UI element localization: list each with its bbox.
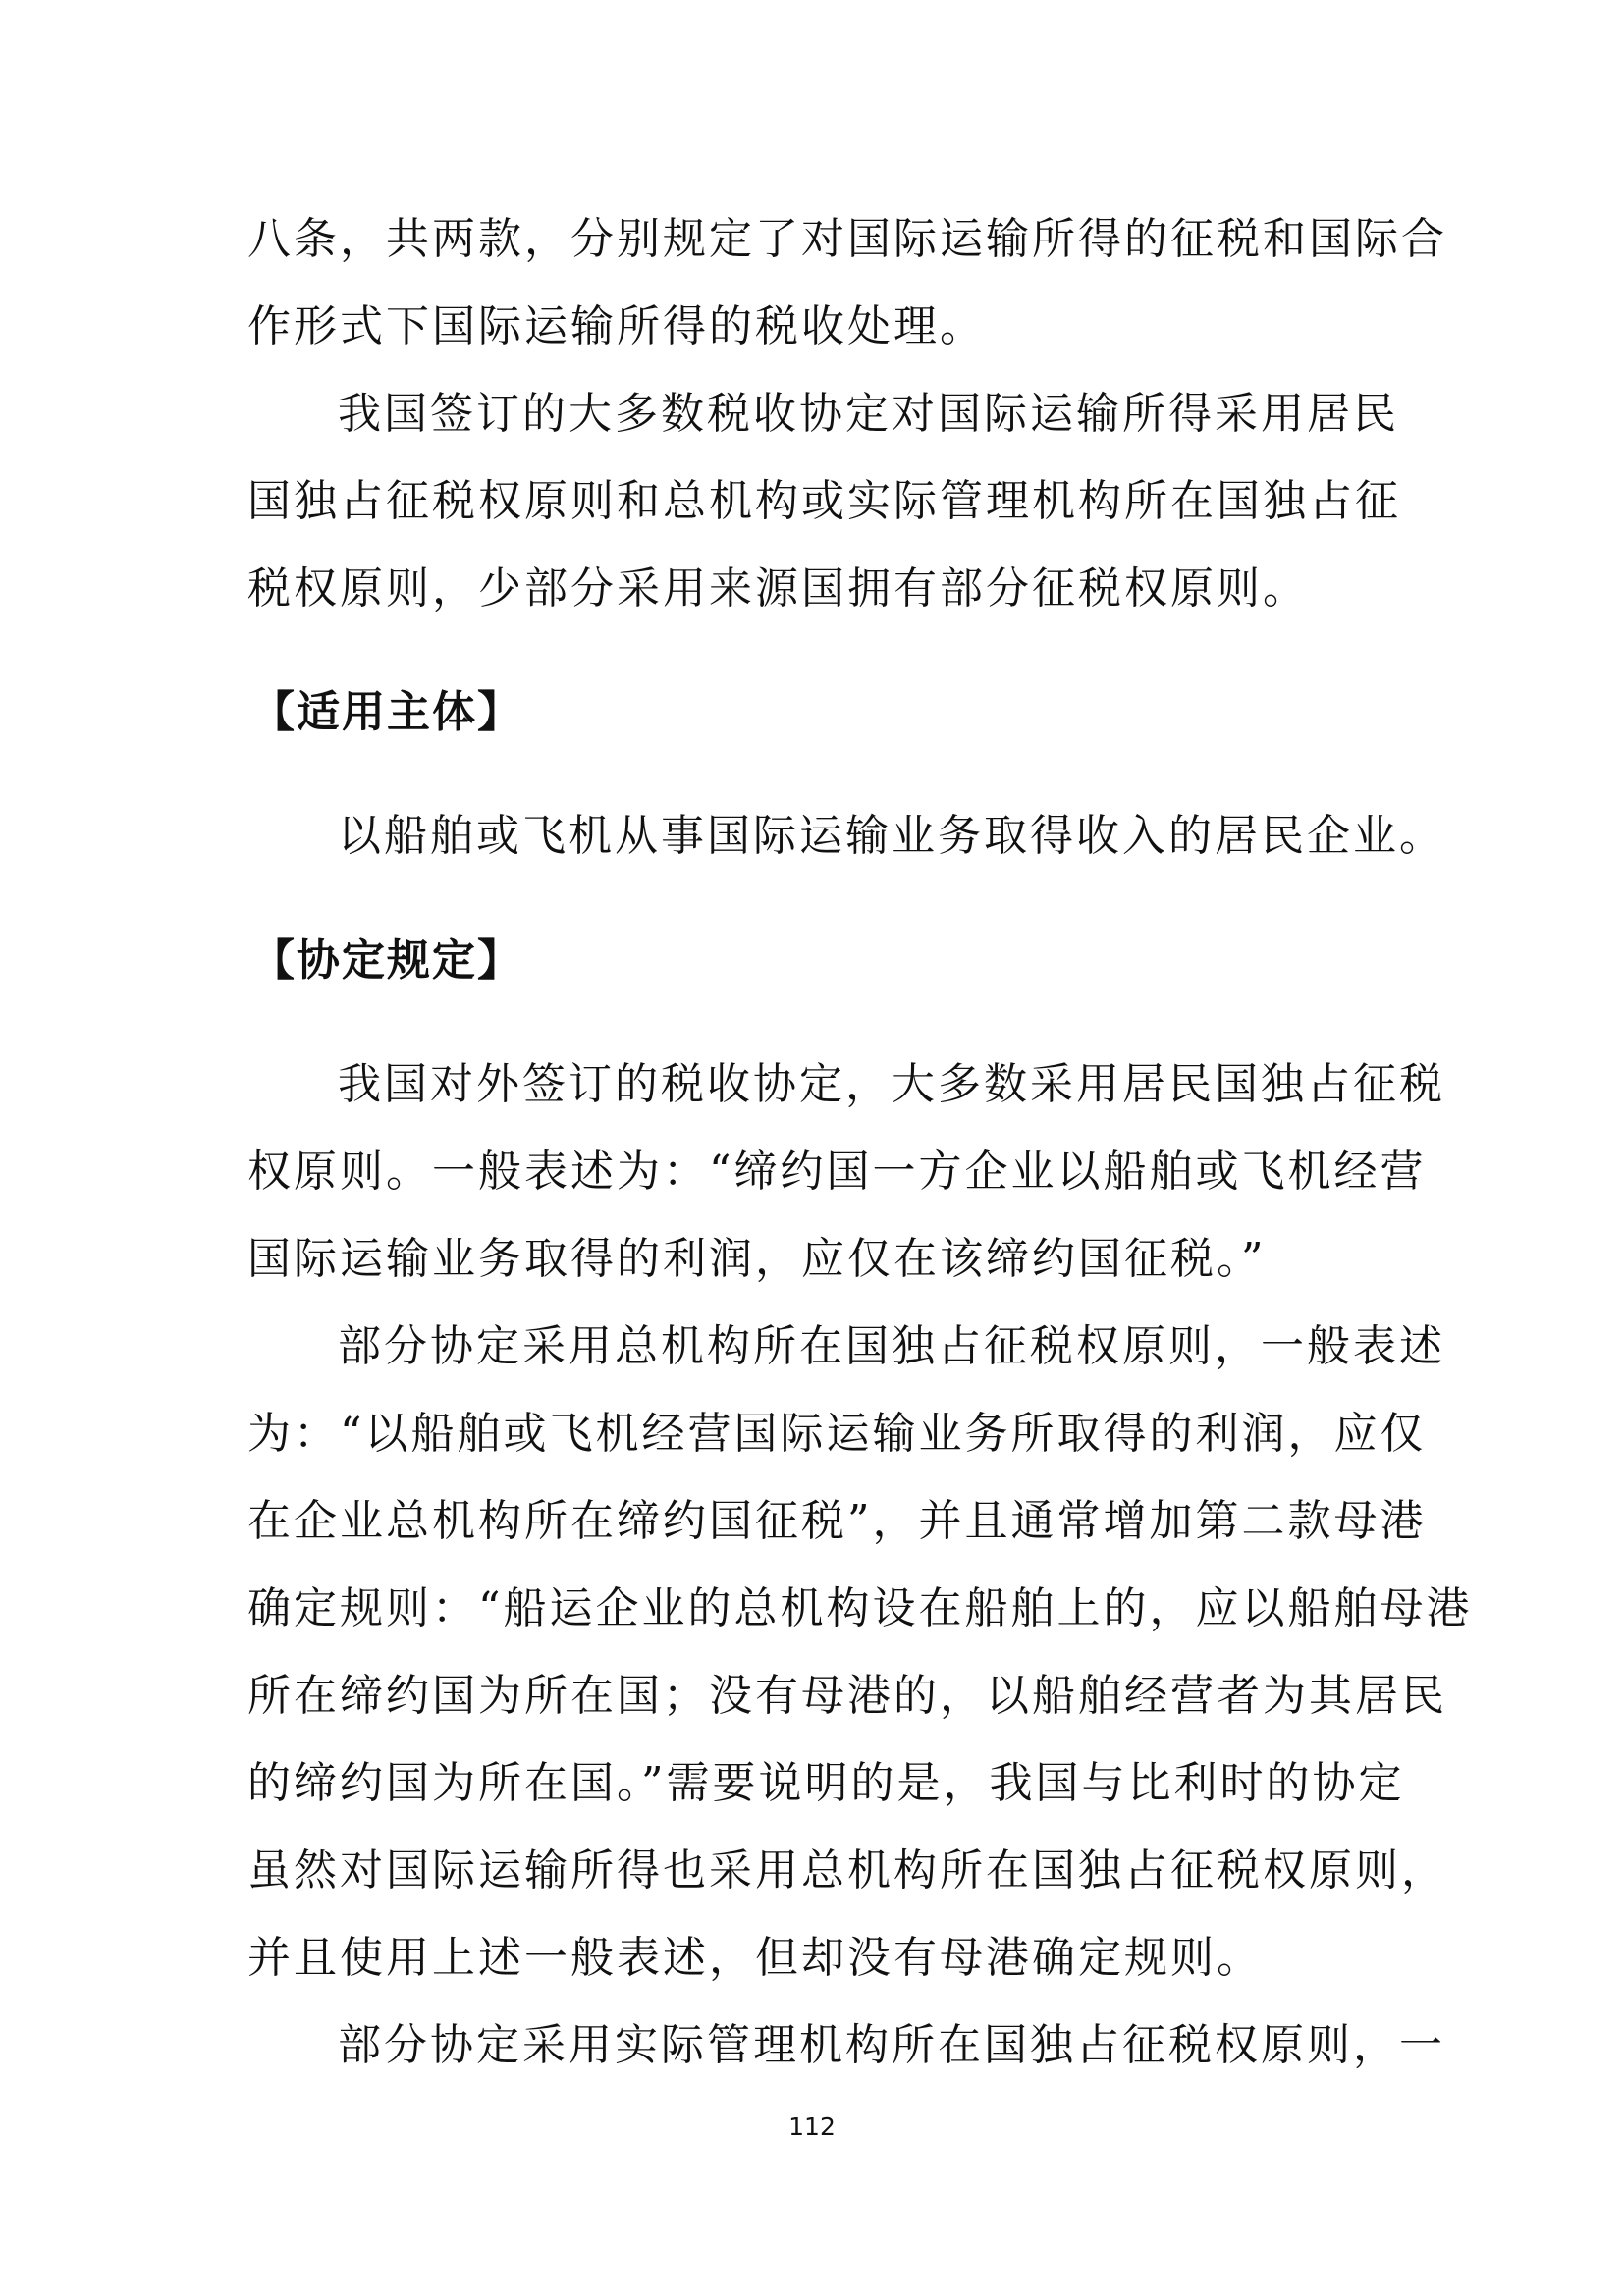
section-heading-provisions: 【协定规定】 xyxy=(251,935,522,986)
section-heading-applicable: 【适用主体】 xyxy=(251,687,522,737)
text-line: 八条，共两款，分别规定了对国际运输所得的征税和国际合 xyxy=(247,214,1447,264)
text-line: 税权原则，少部分采用来源国拥有部分征税权原则。 xyxy=(247,563,1309,614)
text-line: 权原则。一般表述为：“缔约国一方企业以船舶或飞机经营 xyxy=(247,1147,1427,1197)
text-line: 我国对外签订的税收协定，大多数采用居民国独占征税 xyxy=(338,1059,1445,1109)
text-line: 部分协定采用实际管理机构所在国独占征税权原则，一 xyxy=(338,2020,1445,2070)
text-line: 部分协定采用总机构所在国独占征税权原则，一般表述 xyxy=(338,1321,1445,1371)
page-number: 112 xyxy=(788,2112,836,2141)
text-line: 我国签订的大多数税收协定对国际运输所得采用居民 xyxy=(338,389,1399,439)
text-line: 虽然对国际运输所得也采用总机构所在国独占征税权原则， xyxy=(247,1845,1447,1896)
text-line: 作形式下国际运输所得的税收处理。 xyxy=(247,301,986,351)
text-line: 所在缔约国为所在国；没有母港的，以船舶经营者为其居民 xyxy=(247,1671,1447,1721)
text-line: 确定规则：“船运企业的总机构设在船舶上的，应以船舶母港 xyxy=(247,1583,1473,1633)
text-line: 为：“以船舶或飞机经营国际运输业务所取得的利润，应仅 xyxy=(247,1409,1427,1459)
text-line: 并且使用上述一般表述，但却没有母港确定规则。 xyxy=(247,1933,1263,1983)
text-line: 的缔约国为所在国。”需要说明的是，我国与比利时的协定 xyxy=(247,1758,1405,1808)
text-line: 以船舶或飞机从事国际运输业务取得收入的居民企业。 xyxy=(338,811,1445,861)
text-line: 国际运输业务取得的利润，应仅在该缔约国征税。” xyxy=(247,1234,1267,1284)
text-line: 在企业总机构所在缔约国征税”，并且通常增加第二款母港 xyxy=(247,1496,1427,1546)
text-line: 国独占征税权原则和总机构或实际管理机构所在国独占征 xyxy=(247,476,1401,526)
